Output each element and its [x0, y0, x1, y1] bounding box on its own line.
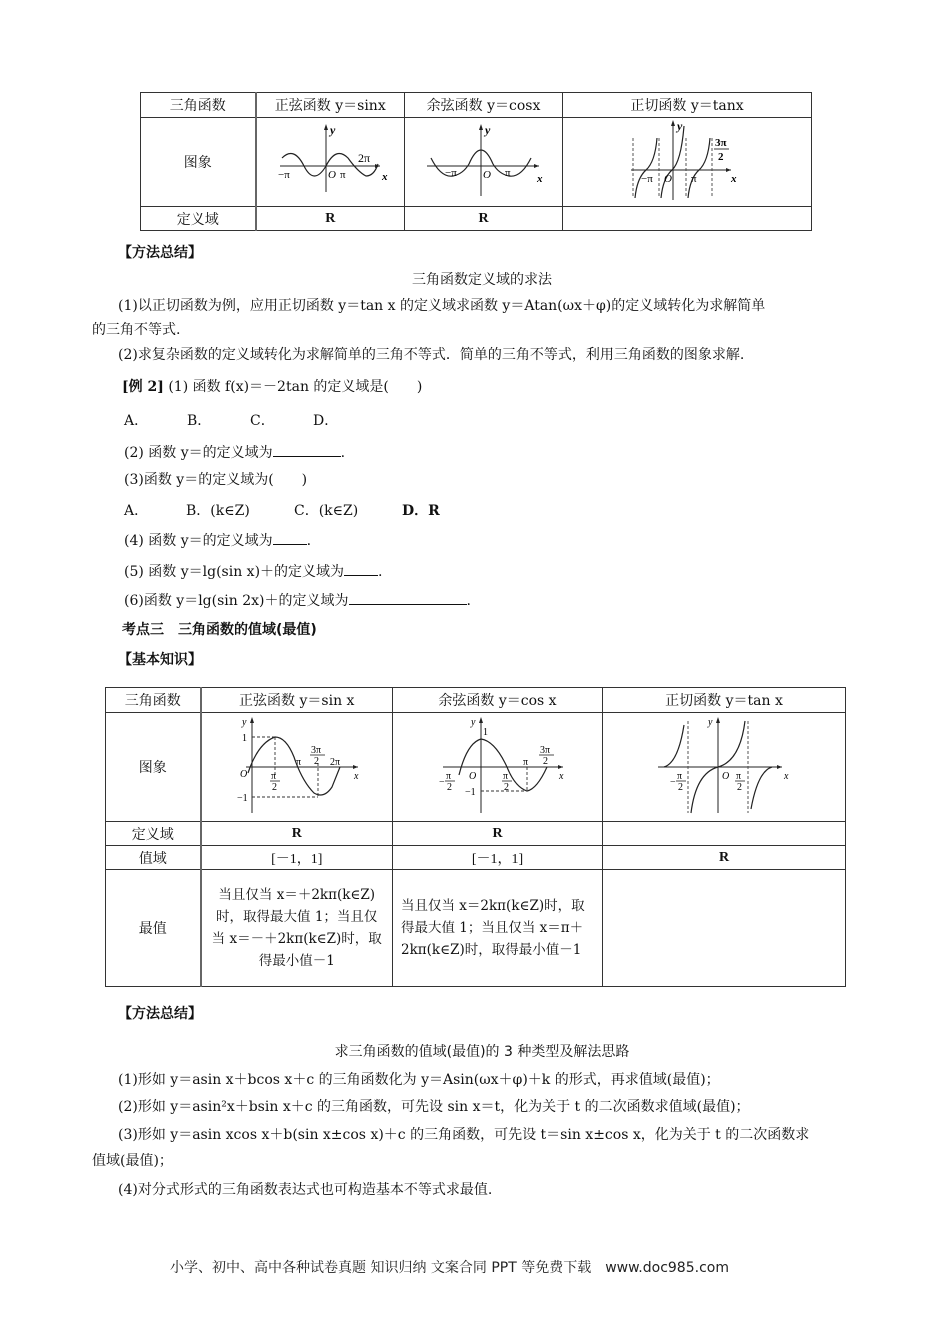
tangent-graph-cell — [603, 713, 846, 822]
header-sine: 正弦函数 y＝sinx — [256, 93, 405, 118]
tangent-range: R — [603, 846, 846, 870]
sine-graph — [232, 713, 362, 817]
row-label-graph: 图象 — [141, 118, 256, 207]
neg-sign: − — [438, 777, 445, 788]
row-label-domain: 定义域 — [106, 822, 201, 846]
q3-options — [124, 501, 904, 521]
pi-label: π — [504, 167, 511, 179]
neg-half-pi-numerator: π — [677, 771, 683, 782]
tangent-graph — [654, 713, 794, 817]
y-label: y — [241, 717, 247, 728]
tangent-graph — [627, 118, 747, 202]
y-label: y — [677, 119, 683, 133]
footer-text: 小学、初中、高中各种试卷真题 知识归纳 文案合同 PPT 等免费下载 www.doc985.com — [170, 1260, 729, 1276]
cosine-domain: R — [393, 822, 603, 846]
q5-answer-blank[interactable] — [344, 561, 378, 576]
row-label-domain: 定义域 — [141, 207, 256, 231]
three-pi-denominator: 2 — [718, 151, 724, 163]
x-axis-arrow-icon — [534, 164, 539, 168]
method-summary-p2: (2)求复杂函数的定义域转化为求解简单的三角不等式．简单的三角不等式，利用三角函数的图象求解. — [118, 347, 745, 363]
method-summary-heading: 【方法总结】 — [118, 245, 202, 261]
half-pi-numerator: π — [502, 771, 508, 782]
origin-label: O — [328, 169, 337, 181]
pi-label: π — [691, 173, 697, 185]
y-label: y — [484, 123, 490, 137]
q1-text: (1) 函数 f(x)＝－2tan 的定义域是( ) — [168, 379, 423, 395]
example-2-q3: (3)函数 y＝的定义域为( ) — [124, 472, 308, 488]
method-summary-p1-cont: 的三角不等式. — [92, 322, 181, 338]
example-2-q2 — [124, 442, 904, 463]
x-axis-arrow-icon — [726, 168, 731, 172]
sine-extrema — [201, 870, 393, 987]
q1-options — [124, 411, 904, 431]
example-label: [例 2] — [122, 379, 164, 395]
three-pi-numerator: 3π — [715, 137, 727, 149]
method-summary-2-p2: (2)形如 y＝asin²x＋bsin x＋c 的三角函数，可先设 sin x＝t，化为关于 t 的二次函数求值域(最值)； — [118, 1099, 750, 1115]
cosine-extrema — [393, 870, 603, 987]
tangent-domain — [603, 822, 846, 846]
pi-label: π — [522, 757, 528, 768]
header-trig-function: 三角函数 — [106, 688, 201, 713]
origin-label: O — [664, 173, 672, 185]
method-summary-2-heading: 【方法总结】 — [118, 1006, 202, 1022]
two-pi-label: 2π — [358, 151, 371, 165]
cosine-range: [－1，1] — [393, 846, 603, 870]
q1-option-c[interactable]: C． — [250, 413, 275, 429]
x-label: x — [536, 173, 542, 185]
q3-option-c[interactable]: C．(k∈Z) — [294, 503, 359, 519]
q3-option-b[interactable]: B．(k∈Z) — [186, 503, 250, 519]
sine-range: [－1，1] — [201, 846, 393, 870]
half-pi-numerator: π — [270, 771, 276, 782]
three-half-pi-numerator: 3π — [310, 745, 321, 756]
y-label: y — [470, 717, 475, 728]
row-label-range: 值域 — [106, 846, 201, 870]
q6-answer-blank[interactable] — [349, 590, 467, 605]
y-axis-arrow-icon — [479, 717, 483, 723]
trig-range-table — [105, 687, 846, 987]
method-summary-p1: (1)以正切函数为例，应用正切函数 y＝tan x 的定义域求函数 y＝Atan(ωx＋φ)的定义域转化为求解简单 — [118, 298, 766, 314]
method-summary-2-p4: (4)对分式形式的三角函数表达式也可构造基本不等式求最值. — [118, 1182, 493, 1198]
origin-label: O — [722, 771, 730, 782]
method-summary-title: 三角函数定义域的求法 — [412, 272, 552, 288]
header-tangent: 正切函数 y＝tanx — [563, 93, 812, 118]
q1-option-a[interactable]: A． — [124, 413, 149, 429]
header-sine: 正弦函数 y＝sin x — [201, 688, 393, 713]
cosine-graph-cell — [405, 118, 563, 207]
half-pi-denominator: 2 — [271, 782, 277, 793]
neg-half-pi-denominator: 2 — [446, 782, 452, 793]
method-summary-2-p3: (3)形如 y＝asin xcos x＋b(sin x±cos x)＋c 的三角函数，可先设 t＝sin x±cos x，化为关于 t 的二次函数求 — [118, 1127, 810, 1143]
x-axis-arrow-icon — [777, 765, 782, 769]
sine-extrema-text: 当且仅当 x＝＋2kπ(k∈Z)时，取得最大值 1；当且仅当 x＝－＋2kπ(k∈Z)时，取得最小值－1 — [211, 887, 382, 969]
sine-domain: R — [201, 822, 393, 846]
method-summary-2-p3-cont: 值域(最值)； — [92, 1153, 173, 1169]
q4-end: . — [306, 533, 312, 549]
basic-knowledge-heading: 【基本知识】 — [118, 652, 202, 668]
y-axis-arrow-icon — [250, 717, 254, 723]
cosine-graph — [419, 120, 549, 200]
q1-option-d[interactable]: D． — [313, 413, 339, 429]
neg-sign: − — [670, 777, 676, 788]
q2-end: . — [340, 445, 346, 461]
neg-half-pi-numerator: π — [445, 771, 451, 782]
q5-end: . — [378, 564, 383, 580]
y-label: y — [330, 123, 336, 137]
x-label: x — [558, 771, 563, 782]
q5-text: (5) 函数 y＝lg(sin x)＋的定义域为 — [124, 564, 345, 580]
cosine-extrema-text: 当且仅当 x＝2kπ(k∈Z)时，取得最大值 1；当且仅当 x＝π＋2kπ(k∈Z)时，取得最小值－1 — [401, 898, 585, 958]
q6-end: . — [466, 593, 471, 609]
row-label-graph: 图象 — [106, 713, 201, 822]
two-pi-label: 2π — [329, 757, 340, 768]
q1-option-b[interactable]: B． — [187, 413, 212, 429]
pi-label: π — [295, 757, 301, 768]
sine-graph — [270, 120, 390, 200]
header-cosine: 余弦函数 y＝cos x — [393, 688, 603, 713]
q4-text: (4) 函数 y＝的定义域为 — [124, 533, 273, 549]
three-half-pi-numerator: 3π — [539, 745, 550, 756]
q2-text: (2) 函数 y＝的定义域为 — [124, 445, 273, 461]
x-label: x — [731, 173, 737, 185]
trig-domain-table — [140, 92, 812, 231]
cosine-domain: R — [405, 207, 563, 231]
half-pi-denominator: 2 — [503, 782, 509, 793]
q2-answer-blank[interactable] — [273, 442, 341, 457]
neg-one-label: −1 — [236, 793, 248, 804]
x-label: x — [353, 771, 359, 782]
sine-graph-cell — [256, 118, 405, 207]
method-summary-2-p1: (1)形如 y＝asin x＋bcos x＋c 的三角函数化为 y＝Asin(ωx＋φ)＋k 的形式，再求值域(最值)； — [118, 1072, 720, 1088]
example-2-q4 — [124, 530, 904, 551]
half-pi-denominator: 2 — [737, 782, 742, 793]
neg-pi-label: −π — [641, 173, 653, 185]
three-half-pi-denominator: 2 — [542, 756, 548, 767]
neg-pi-label: −π — [444, 167, 457, 179]
sine-domain: R — [256, 207, 405, 231]
q3-option-a[interactable]: A． — [124, 503, 149, 519]
cosine-graph-cell — [393, 713, 603, 822]
origin-label: O — [468, 771, 476, 782]
x-label: x — [784, 771, 789, 782]
tangent-domain — [563, 207, 812, 231]
row-label-extrema: 最值 — [106, 870, 201, 987]
example-2-q5 — [124, 561, 904, 582]
sine-curve — [248, 737, 340, 795]
pi-label: π — [340, 169, 346, 181]
one-label: 1 — [482, 727, 488, 738]
section-3-title: 考点三 三角函数的值域(最值) — [122, 622, 317, 638]
cosine-curve — [459, 739, 547, 791]
half-pi-numerator: π — [736, 771, 742, 782]
header-tangent: 正切函数 y＝tan x — [603, 688, 846, 713]
y-axis-arrow-icon — [479, 124, 483, 130]
neg-half-pi-denominator: 2 — [678, 782, 683, 793]
method-summary-2-title: 求三角函数的值域(最值)的 3 种类型及解法思路 — [334, 1044, 630, 1060]
sine-graph-cell — [201, 713, 393, 822]
cosine-graph — [423, 713, 573, 817]
x-label: x — [382, 171, 388, 183]
header-trig-function: 三角函数 — [141, 93, 256, 118]
q4-answer-blank[interactable] — [273, 530, 307, 545]
neg-pi-label: −π — [278, 169, 291, 181]
tangent-graph-cell — [563, 118, 812, 207]
origin-label: O — [239, 769, 247, 780]
q3-option-d[interactable]: D．R — [402, 503, 440, 519]
example-2-q1 — [122, 377, 902, 397]
y-label: y — [708, 717, 713, 728]
header-cosine: 余弦函数 y＝cosx — [405, 93, 563, 118]
q6-text: (6)函数 y＝lg(sin 2x)＋的定义域为 — [124, 593, 349, 609]
y-axis-arrow-icon — [324, 124, 328, 130]
y-axis-arrow-icon — [671, 120, 675, 126]
tangent-extrema — [603, 870, 846, 987]
neg-one-label: −1 — [464, 787, 476, 798]
one-label: 1 — [241, 733, 247, 744]
x-axis-arrow-icon — [353, 765, 358, 769]
y-axis-arrow-icon — [716, 717, 720, 723]
example-2-q6 — [124, 590, 904, 611]
x-axis-arrow-icon — [558, 765, 563, 769]
origin-label: O — [482, 169, 491, 181]
three-half-pi-denominator: 2 — [313, 756, 319, 767]
